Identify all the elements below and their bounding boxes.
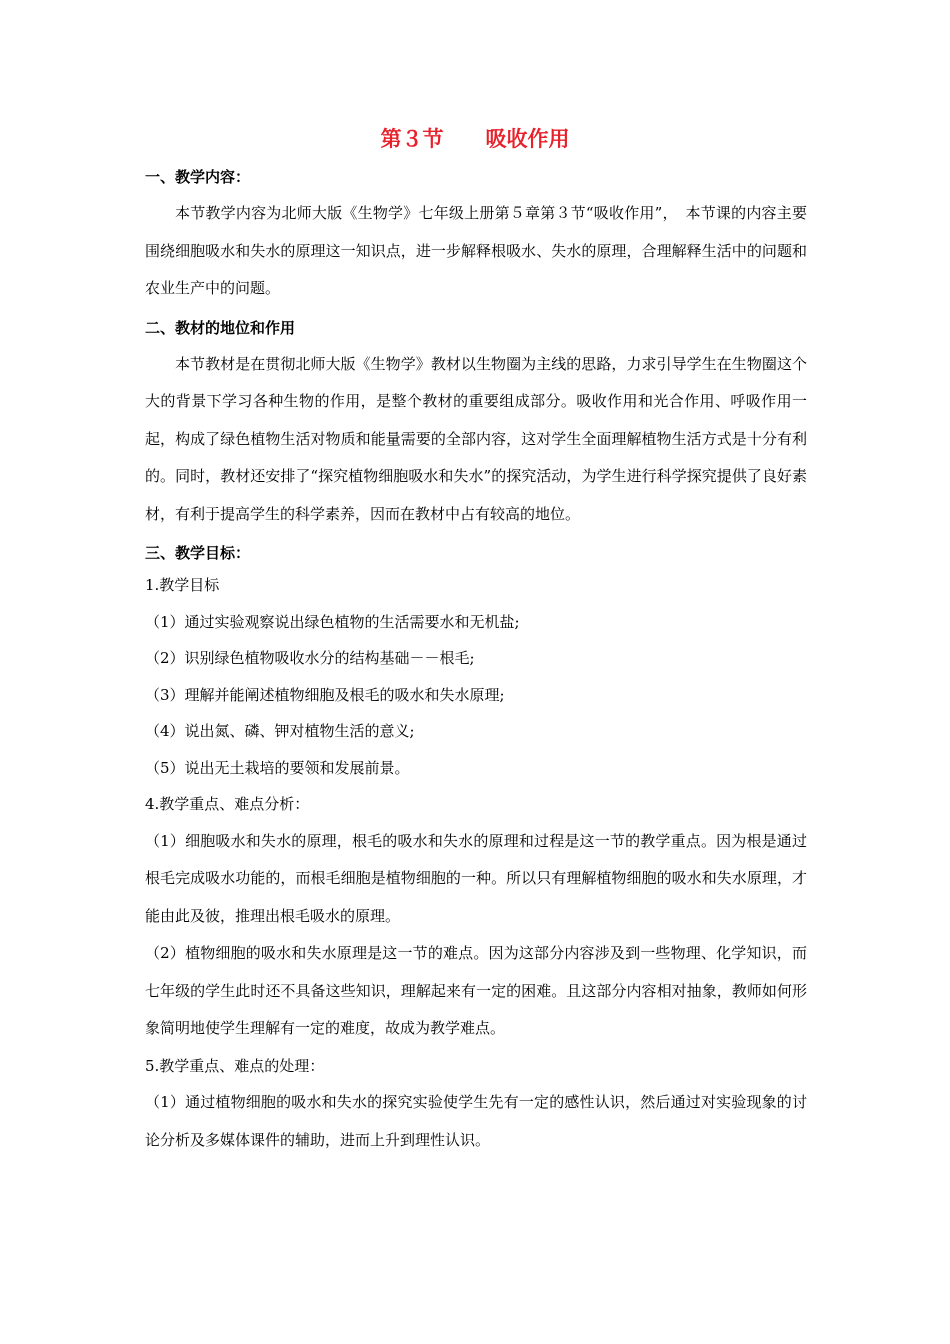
document-body	[145, 163, 807, 1159]
section-heading-teaching-goals: 三、教学目标：	[145, 544, 251, 562]
goal-item: （2）识别绿色植物吸收水分的结构基础－－根毛;	[145, 649, 475, 667]
goal-item: （5）说出无土栽培的要领和发展前景。	[145, 758, 410, 777]
section-heading-textbook-role: 二、教材的地位和作用	[145, 318, 296, 337]
section-paragraph-textbook-role: 本节教材是在贯彻北师大版《生物学》教材以生物圈为主线的思路，力求引导学生在生物圈这个大的背景下学习各种生物的作用，是整个教材的重要组成部分。吸收作用和光合作用、呼吸作用一起，构成了绿色植物生活对物质和能量需要的全部内容，这对学生全面理解植物生活方式是十分有利的。同时，教材还安排了“探究植物细胞吸水和失水”的探究活动，为学生进行科学探究提供了良好素材，有利于提高学生的科学素养，因而在教材中占有较高的地位。	[145, 354, 807, 523]
document-title: 第３节 吸收作用	[380, 126, 570, 151]
subheading-key-points-handling: 5.教学重点、难点的处理：	[145, 1056, 325, 1075]
analysis-item: （1）细胞吸水和失水的原理，根毛的吸水和失水的原理和过程是这一节的教学重点。因为根是通过根毛完成吸水功能的，而根毛细胞是植物细胞的一种。所以只有理解植物细胞的吸水和失水原理，才能由此及彼，推理出根毛吸水的原理。	[145, 831, 807, 925]
section-heading-teaching-content: 一、教学内容：	[145, 168, 251, 186]
subheading-key-points-analysis: 4.教学重点、难点分析：	[145, 795, 310, 813]
analysis-item: （2）植物细胞的吸水和失水原理是这一节的难点。因为这部分内容涉及到一些物理、化学知识，而七年级的学生此时还不具备这些知识，理解起来有一定的困难。且这部分内容相对抽象，教师如何形象简明地使学生理解有一定的难度，故成为教学难点。	[145, 944, 807, 1037]
goal-item: （3）理解并能阐述植物细胞及根毛的吸水和失水原理;	[145, 685, 505, 704]
handling-item: （1）通过植物细胞的吸水和失水的探究实验使学生先有一定的感性认识，然后通过对实验现象的讨论分析及多媒体课件的辅助，进而上升到理性认识。	[145, 1093, 807, 1149]
goal-item: （4）说出氮、磷、钾对植物生活的意义;	[145, 722, 415, 740]
subheading-teaching-goals: 1.教学目标	[145, 576, 220, 594]
section-paragraph-teaching-content: 本节教学内容为北师大版《生物学》七年级上册第５章第３节“吸收作用”， 本节课的内容主要围绕细胞吸水和失水的原理这一知识点，进一步解释根吸水、失水的原理，合理解释生活中的问题和农业生产中的问题。	[145, 204, 807, 297]
goal-item: （1）通过实验观察说出绿色植物的生活需要水和无机盐;	[145, 612, 520, 631]
